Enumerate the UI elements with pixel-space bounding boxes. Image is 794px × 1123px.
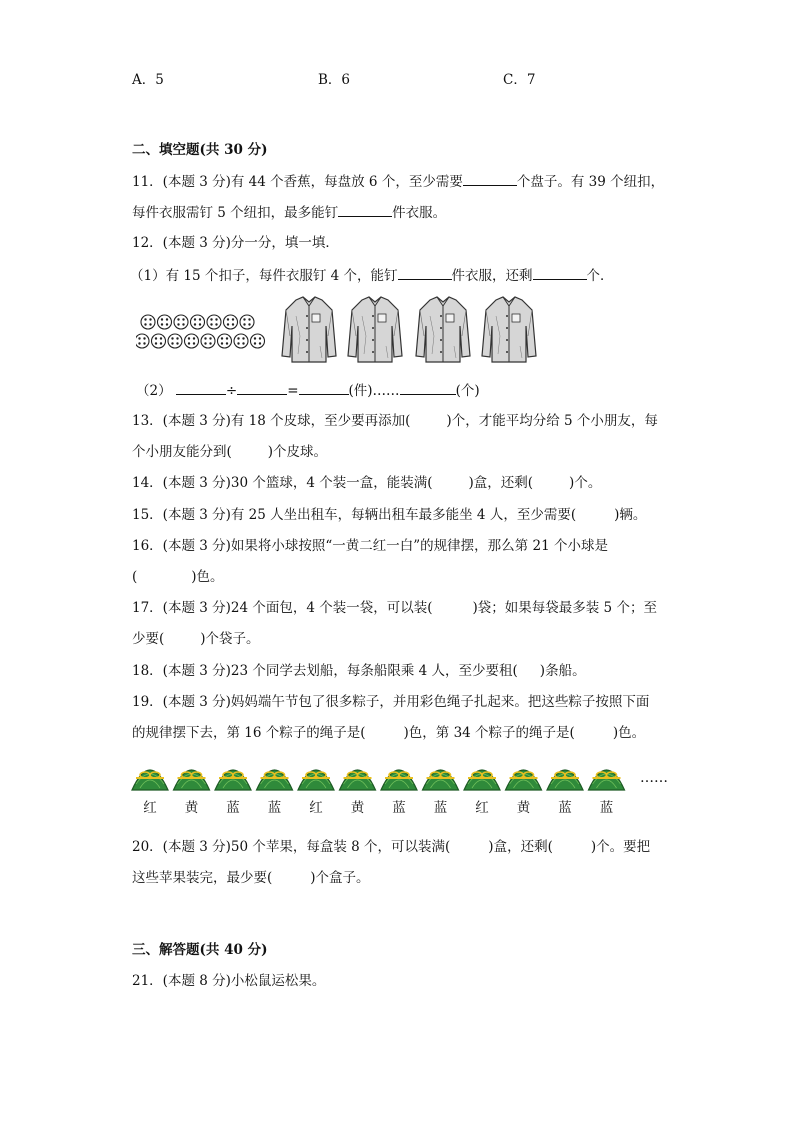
q12-blank-2[interactable] (533, 266, 587, 280)
q16-text-2b: )色。 (191, 569, 224, 585)
q19-line-2 (132, 724, 645, 742)
q17-line-2 (132, 630, 260, 648)
q19-line-1: 19．(本题 3 分)妈妈端午节包了很多粽子，并用彩色绳子扎起来。把这些粽子按照下面 (132, 694, 650, 710)
q17-text-1a: 17．(本题 3 分)24 个面包，4 个装一袋，可以装( (132, 600, 433, 616)
shirt-icon-2 (348, 297, 402, 362)
button-circle-icon (224, 315, 238, 329)
q11-blank-2[interactable] (338, 203, 392, 217)
button-circle-icon (168, 334, 182, 348)
q13-text-2a: 个小朋友能分到( (132, 444, 232, 460)
q11-line-2 (132, 203, 446, 222)
q11-text-1b: 个盘子。有 39 个纽扣， (516, 174, 665, 190)
zongzi-icon (423, 770, 459, 790)
zongzi-icon (298, 770, 334, 790)
q14-text-b: )盒，还剩( (468, 475, 534, 491)
q14-line (132, 474, 601, 492)
button-circle-icon (174, 315, 188, 329)
q17-text-2b: )个袋子。 (200, 631, 260, 647)
button-circle-icon (185, 334, 199, 348)
buttons-illustration (136, 312, 272, 352)
q11-text-2b: 件衣服。 (392, 205, 447, 221)
q17-text-2a: 少要( (132, 631, 165, 647)
q20-text-2b: )个盒子。 (310, 870, 370, 886)
q20-line-1 (132, 838, 650, 856)
zongzi-color-label: 蓝 (392, 800, 406, 816)
q12-div-sign: ÷ (225, 383, 238, 399)
q13-text-1b: )个，才能平均分给 5 个小朋友，每 (446, 413, 658, 429)
q14-text-c: )个。 (569, 475, 602, 491)
zongzi-color-label: 黄 (516, 800, 531, 816)
button-circle-icon (158, 315, 172, 329)
zongzi-color-label: 蓝 (267, 800, 282, 816)
zongzi-color-label: 红 (475, 800, 489, 816)
zongzi-icon (174, 770, 210, 790)
zongzi-icon (547, 770, 583, 790)
q12-text-3e: (个) (455, 383, 480, 399)
zongzi-color-label: 黄 (184, 800, 199, 816)
q12-text-2c: 个． (586, 268, 614, 284)
option-b: B．6 (318, 72, 351, 88)
q12-line-3 (136, 381, 480, 400)
button-circle-icon (234, 334, 248, 348)
q12-blank-5[interactable] (299, 381, 349, 395)
q18-line (132, 662, 586, 680)
section-2-heading: 二、填空题(共 30 分) (132, 142, 268, 158)
q20-text-2a: 这些苹果装完，最少要( (132, 870, 273, 886)
zongzi-icon (381, 770, 417, 790)
zongzi-icon (132, 770, 168, 790)
q12-blank-6[interactable] (400, 381, 456, 395)
button-circle-icon (152, 334, 166, 348)
q21-line-1: 21．(本题 8 分)小松鼠运松果。 (132, 973, 326, 989)
q20-text-1c: )个。要把 (590, 839, 651, 855)
q13-line-1 (132, 412, 658, 430)
q15-text-a: 15．(本题 3 分)有 25 人坐出租车，每辆出租车最多能坐 4 人，至少需要( (132, 507, 577, 523)
q11-text-1a: 11．(本题 3 分)有 44 个香蕉，每盘放 6 个，至少需要 (132, 174, 463, 190)
zongzi-icon (340, 770, 376, 790)
option-a: A．5 (132, 72, 164, 88)
q19-text-2b: )色，第 34 个粽子的绳子是( (403, 725, 575, 741)
button-circle-icon (141, 315, 155, 329)
button-circle-icon (201, 334, 215, 348)
zongzi-color-label: 黄 (350, 800, 365, 816)
zongzi-icon (506, 770, 542, 790)
q12-text-3a: （2） (136, 383, 172, 399)
q12-blank-3[interactable] (176, 381, 226, 395)
q17-text-1b: )袋；如果每袋最多装 5 个；至 (472, 600, 657, 616)
zongzi-color-label: 红 (143, 800, 157, 816)
q19-text-2c: )色。 (612, 725, 646, 741)
q12-text-2a: （1）有 15 个扣子，每件衣服钉 4 个，能钉 (130, 268, 398, 284)
zongzi-icon (257, 770, 293, 790)
q15-text-b: )辆。 (614, 507, 647, 523)
q12-line-2 (130, 266, 614, 285)
zongzi-illustration (128, 752, 688, 794)
q12-text-2b: 件衣服，还剩 (451, 268, 533, 284)
button-circle-icon (191, 315, 205, 329)
q12-blank-4[interactable] (237, 381, 287, 395)
q11-text-2a: 每件衣服需钉 5 个纽扣，最多能钉 (132, 205, 339, 221)
button-circle-icon (251, 334, 265, 348)
q12-blank-1[interactable] (398, 266, 452, 280)
section-3-heading: 三、解答题(共 40 分) (132, 942, 268, 958)
shirt-icon-1 (282, 297, 336, 362)
option-c: C．7 (503, 72, 536, 88)
q11-line-1 (132, 172, 664, 191)
shirt-icon-3 (416, 297, 470, 362)
q14-text-a: 14．(本题 3 分)30 个篮球，4 个装一盒，能装满( (132, 475, 433, 491)
q16-line-1: 16．(本题 3 分)如果将小球按照“一黄二红一白”的规律摆，那么第 21 个小球是 (132, 538, 608, 554)
shirts-illustration (276, 296, 542, 366)
q18-text-b: )条船。 (539, 663, 586, 679)
q17-line-1 (132, 599, 657, 617)
button-circle-icon (207, 315, 221, 329)
q18-text-a: 18．(本题 3 分)23 个同学去划船，每条船限乘 4 人，至少要租( (132, 663, 518, 679)
zongzi-color-label: 红 (309, 800, 323, 816)
zongzi-color-label: 蓝 (599, 800, 614, 816)
q16-line-2 (132, 568, 224, 586)
zongzi-icon (589, 770, 625, 790)
shirt-icon-4 (482, 297, 536, 362)
zongzi-icon (215, 770, 251, 790)
q13-text-1a: 13．(本题 3 分)有 18 个皮球，至少要再添加( (132, 413, 411, 429)
q19-text-2a: 的规律摆下去，第 16 个粽子的绳子是( (132, 725, 366, 741)
q20-text-1b: )盒，还剩( (488, 839, 553, 855)
q16-text-2a: ( (132, 569, 138, 585)
q20-text-1a: 20．(本题 3 分)50 个苹果，每盒装 8 个，可以装满( (132, 839, 451, 855)
zongzi-ellipsis: …… (640, 770, 668, 786)
q13-line-2 (132, 443, 327, 461)
button-circle-icon (136, 334, 149, 348)
button-circle-icon (218, 334, 232, 348)
q12-eq-sign: = (287, 383, 299, 399)
q12-text-3d: (件)…… (348, 383, 400, 399)
zongzi-color-label: 蓝 (226, 800, 240, 816)
q12-line-1: 12．(本题 3 分)分一分，填一填． (132, 235, 339, 251)
button-circle-icon (240, 315, 254, 329)
zongzi-color-label: 蓝 (433, 800, 448, 816)
q15-line (132, 506, 646, 524)
q13-text-2b: )个皮球。 (267, 444, 328, 460)
q11-blank-1[interactable] (463, 172, 517, 186)
q20-line-2 (132, 869, 370, 887)
zongzi-icon (464, 770, 500, 790)
zongzi-color-label: 蓝 (558, 800, 572, 816)
